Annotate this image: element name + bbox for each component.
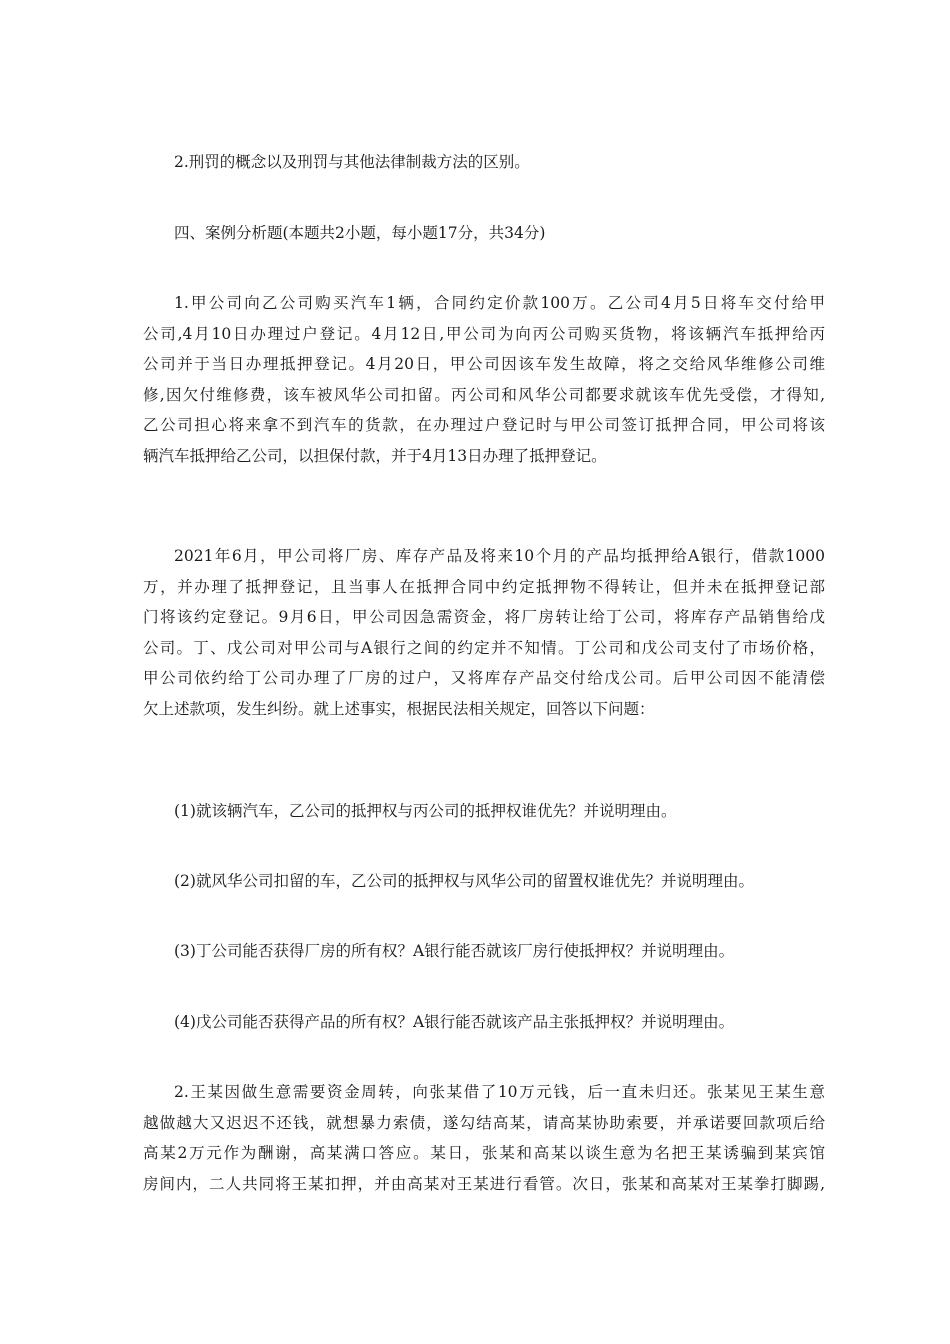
text-line: 乙公司担心将来拿不到汽车的货款，在办理过户登记时与甲公司签订抵押合同，甲公司将该 [143, 416, 825, 435]
case-1-question-1 [143, 796, 825, 827]
text-line: 1.甲公司向乙公司购买汽车1辆，合同约定价款100万。乙公司4月5日将车交付给甲 [174, 294, 825, 312]
text-line: (3)丁公司能否获得厂房的所有权？A银行能否就该厂房行使抵押权？并说明理由。 [174, 942, 735, 960]
text-line: (2)就风华公司扣留的车，乙公司的抵押权与风华公司的留置权谁优先？并说明理由。 [174, 872, 754, 890]
text-line: 修,因欠付维修费，该车被风华公司扣留。丙公司和风华公司都要求就该车优先受偿，才得知, [143, 385, 825, 404]
text-line: 2.刑罚的概念以及刑罚与其他法律制裁方法的区别。 [174, 153, 530, 171]
text-line: 公司。丁、戊公司对甲公司与A银行之间的约定并不知情。丁公司和戊公司支付了市场价格， [143, 638, 825, 657]
case-2-paragraph [143, 1077, 825, 1199]
case-1-question-4 [143, 1007, 825, 1038]
case-1-paragraph-2 [143, 541, 825, 725]
question-2-criminal-penalty [143, 147, 825, 178]
text-line: 欠上述款项，发生纠纷。就上述事实，根据民法相关规定，回答以下问题： [143, 699, 655, 718]
text-line: 2021年6月，甲公司将厂房、库存产品及将来10个月的产品均抵押给A银行，借款1000 [174, 547, 825, 565]
text-line: (1)就该辆汽车，乙公司的抵押权与丙公司的抵押权谁优先？并说明理由。 [174, 802, 677, 820]
section-heading-case-analysis [143, 218, 825, 249]
case-1-question-3 [143, 936, 825, 967]
text-line: 甲公司依约给丁公司办理了厂房的过户，又将库存产品交付给戊公司。后甲公司因不能清偿 [143, 669, 825, 688]
text-line: 公司,4月10日办理过户登记。4月12日,甲公司为向丙公司购买货物，将该辆汽车抵押给丙 [143, 324, 825, 343]
text-line: 高某2万元作为酬谢，高某满口答应。某日，张某和高某以谈生意为名把王某诱骗到某宾馆 [143, 1144, 825, 1163]
text-line: 门将该约定登记。9月6日，甲公司因急需资金，将厂房转让给丁公司，将库存产品销售给戊 [143, 608, 825, 627]
text-line: 越做越大又迟迟不还钱，就想暴力索债，遂勾结高某，请高某协助索要，并承诺要回款项后给 [143, 1113, 825, 1132]
text-line: (4)戊公司能否获得产品的所有权？A银行能否就该产品主张抵押权？并说明理由。 [174, 1013, 735, 1031]
text-line: 辆汽车抵押给乙公司，以担保付款，并于4月13日办理了抵押登记。 [143, 446, 607, 465]
case-1-question-2 [143, 866, 825, 897]
text-line: 房间内，二人共同将王某扣押，并由高某对王某进行看管。次日，张某和高某对王某拳打脚踢, [143, 1174, 825, 1193]
text-line: 2.王某因做生意需要资金周转，向张某借了10万元钱，后一直未归还。张某见王某生意 [174, 1083, 825, 1101]
text-line: 公司并于当日办理抵押登记。4月20日，甲公司因该车发生故障，将之交给风华维修公司维 [143, 355, 825, 374]
text-line: 万，并办理了抵押登记，且当事人在抵押合同中约定抵押物不得转让，但并未在抵押登记部 [143, 577, 825, 596]
case-1-paragraph-1 [143, 288, 825, 472]
text-line: 四、案例分析题(本题共2小题，每小题17分，共34分) [174, 224, 546, 242]
